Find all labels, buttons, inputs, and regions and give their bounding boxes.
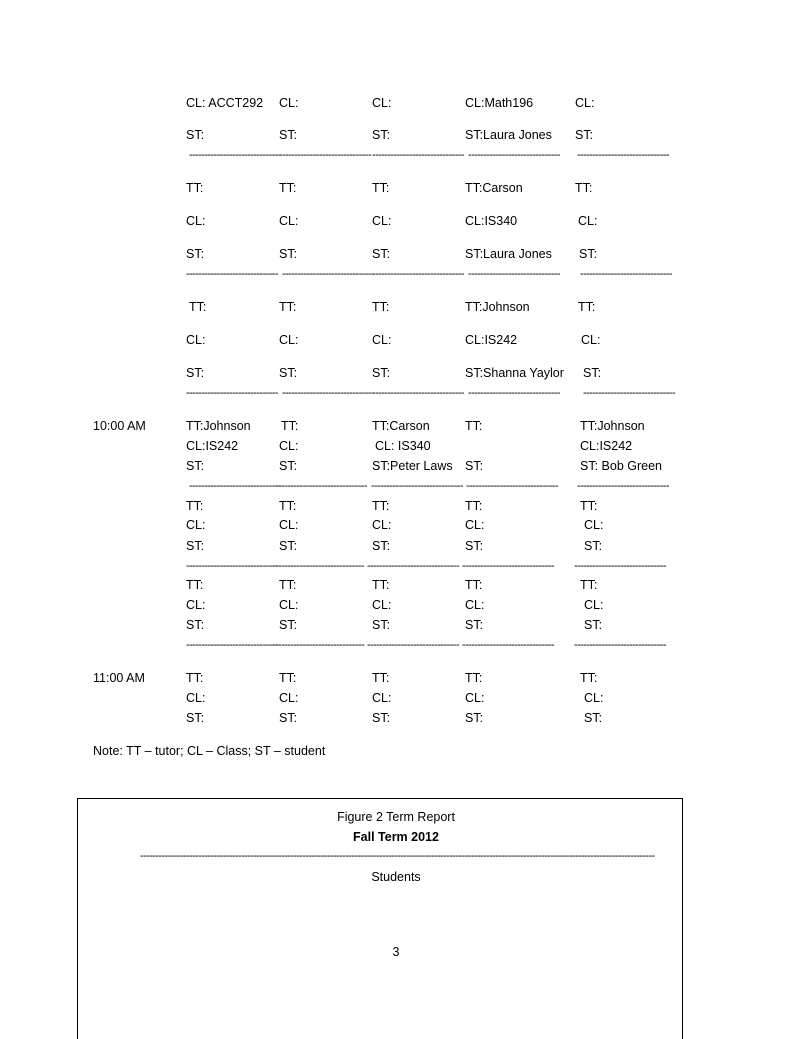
schedule-cell: ST: <box>186 128 205 142</box>
schedule-cell: ST: <box>372 711 391 725</box>
row-separator: ------------------------------ <box>272 560 364 572</box>
schedule-cell: CL: <box>279 598 299 612</box>
schedule-cell: CL:IS242 <box>186 439 239 453</box>
schedule-cell: CL:Math196 <box>465 96 534 110</box>
row-separator: ------------------------------ <box>577 480 669 492</box>
row-separator: ------------------------------ <box>583 387 675 399</box>
schedule-cell: ST: <box>584 618 603 632</box>
figure-divider: ------------------------------------------------------------------------------------------------------------------------------------------------------------------------ <box>140 850 655 862</box>
schedule-cell: CL: IS340 <box>375 439 431 453</box>
time-label-11am: 11:00 AM <box>93 671 145 685</box>
schedule-cell: TT:Johnson <box>580 419 645 433</box>
schedule-cell: ST: <box>186 247 205 261</box>
schedule-cell: ST: Bob Green <box>580 459 662 473</box>
figure-caption: Figure 2 Term Report <box>337 810 455 824</box>
schedule-cell: TT:Carson <box>372 419 430 433</box>
legend-note: Note: TT – tutor; CL – Class; ST – student <box>93 744 326 758</box>
schedule-cell: CL: <box>465 691 485 705</box>
schedule-cell: ST: <box>372 366 391 380</box>
schedule-cell: CL: <box>584 598 604 612</box>
schedule-cell: CL: <box>279 96 299 110</box>
schedule-cell: CL: <box>575 96 595 110</box>
schedule-cell: CL: <box>372 96 392 110</box>
schedule-cell: CL:IS242 <box>465 333 518 347</box>
row-separator: ------------------------------ <box>367 639 459 651</box>
schedule-cell: TT: <box>189 300 207 314</box>
schedule-cell: CL: <box>581 333 601 347</box>
time-label-10am: 10:00 AM <box>93 419 146 433</box>
schedule-cell: CL: <box>372 518 392 532</box>
row-separator: ------------------------------ <box>186 268 278 280</box>
schedule-cell: TT: <box>580 499 598 513</box>
row-separator: ------------------------------ <box>577 149 669 161</box>
schedule-cell: CL:IS242 <box>580 439 633 453</box>
schedule-cell: ST: <box>186 366 205 380</box>
schedule-cell: TT: <box>186 181 204 195</box>
schedule-cell: TT: <box>279 181 297 195</box>
row-separator: ------------------------------ <box>468 387 560 399</box>
schedule-cell: CL: <box>186 598 206 612</box>
schedule-cell: ST: <box>372 247 391 261</box>
schedule-cell: TT: <box>372 300 390 314</box>
schedule-cell: TT: <box>372 671 390 685</box>
schedule-cell: TT: <box>580 671 598 685</box>
schedule-cell: CL: <box>279 333 299 347</box>
row-separator: ------------------------------ <box>574 639 666 651</box>
row-separator: ------------------------------ <box>372 387 464 399</box>
schedule-cell: ST: <box>465 711 484 725</box>
schedule-cell: ST: <box>465 459 484 473</box>
schedule-cell: ST:Laura Jones <box>465 128 552 142</box>
figure-subtitle: Fall Term 2012 <box>353 830 439 844</box>
row-separator: ------------------------------ <box>186 560 278 572</box>
schedule-cell: ST: <box>584 539 603 553</box>
row-separator: ------------------------------ <box>580 268 672 280</box>
schedule-cell: CL: <box>465 598 485 612</box>
schedule-cell: TT: <box>279 499 297 513</box>
schedule-cell: TT: <box>465 419 483 433</box>
schedule-cell: TT:Carson <box>465 181 523 195</box>
schedule-cell: TT: <box>465 578 483 592</box>
schedule-cell: TT:Johnson <box>186 419 251 433</box>
schedule-cell: ST: <box>279 711 298 725</box>
schedule-cell: TT:Johnson <box>465 300 530 314</box>
row-separator: ------------------------------ <box>372 268 464 280</box>
schedule-cell: TT: <box>279 578 297 592</box>
schedule-cell: TT: <box>186 671 204 685</box>
row-separator: ------------------------------ <box>468 268 560 280</box>
schedule-cell: TT: <box>279 300 297 314</box>
row-separator: ------------------------------ <box>574 560 666 572</box>
schedule-cell: CL: <box>372 691 392 705</box>
row-separator: ------------------------------ <box>367 560 459 572</box>
schedule-cell: ST: <box>279 539 298 553</box>
schedule-cell: CL: <box>279 439 299 453</box>
schedule-cell: CL: <box>186 214 206 228</box>
schedule-cell: ST: <box>186 711 205 725</box>
schedule-cell: ST: <box>575 128 594 142</box>
row-separator: ------------------------------ <box>186 387 278 399</box>
schedule-cell: CL: <box>578 214 598 228</box>
schedule-cell: CL: <box>279 518 299 532</box>
schedule-cell: TT: <box>186 578 204 592</box>
schedule-cell: CL: <box>584 691 604 705</box>
row-separator: ------------------------------ <box>468 149 560 161</box>
row-separator: ------------------------------ <box>466 480 558 492</box>
schedule-cell: ST:Shanna Yaylor <box>465 366 564 380</box>
schedule-cell: TT: <box>465 499 483 513</box>
schedule-cell: ST: <box>279 247 298 261</box>
schedule-cell: CL: <box>372 214 392 228</box>
schedule-cell: CL: ACCT292 <box>186 96 264 110</box>
schedule-cell: CL: <box>279 214 299 228</box>
schedule-cell: ST: <box>186 618 205 632</box>
row-separator: ------------------------------ <box>272 639 364 651</box>
schedule-cell: CL: <box>186 691 206 705</box>
schedule-cell: TT: <box>281 419 299 433</box>
schedule-cell: ST: <box>186 539 205 553</box>
schedule-cell: ST: <box>279 618 298 632</box>
schedule-cell: CL: <box>186 518 206 532</box>
schedule-cell: CL: <box>372 333 392 347</box>
schedule-cell: TT: <box>465 671 483 685</box>
row-separator: ------------------------------ <box>371 480 463 492</box>
schedule-cell: ST: <box>279 128 298 142</box>
row-separator: ------------------------------ <box>462 639 554 651</box>
schedule-cell: ST: <box>372 539 391 553</box>
row-separator: ------------------------------ <box>189 480 281 492</box>
schedule-cell: CL: <box>372 598 392 612</box>
schedule-cell: ST: <box>279 459 298 473</box>
schedule-cell: ST: <box>584 711 603 725</box>
figure-section-students: Students <box>371 870 421 884</box>
row-separator: ------------------------------ <box>282 387 374 399</box>
row-separator: ------------------------------ <box>372 149 464 161</box>
schedule-cell: TT: <box>575 181 593 195</box>
page-number: 3 <box>392 945 400 959</box>
schedule-cell: ST: <box>465 539 484 553</box>
schedule-cell: TT: <box>372 578 390 592</box>
schedule-cell: ST: <box>279 366 298 380</box>
schedule-cell: TT: <box>279 671 297 685</box>
row-separator: ------------------------------ <box>462 560 554 572</box>
schedule-cell: CL: <box>465 518 485 532</box>
schedule-cell: ST: <box>372 128 391 142</box>
row-separator: ------------------------------ <box>279 149 371 161</box>
schedule-cell: ST: <box>186 459 205 473</box>
schedule-cell: TT: <box>578 300 596 314</box>
schedule-cell: TT: <box>186 499 204 513</box>
row-separator: ------------------------------ <box>275 480 367 492</box>
row-separator: ------------------------------ <box>189 149 281 161</box>
schedule-cell: TT: <box>372 499 390 513</box>
schedule-cell: TT: <box>580 578 598 592</box>
schedule-cell: ST: <box>372 618 391 632</box>
schedule-cell: ST: <box>465 618 484 632</box>
schedule-cell: ST: <box>579 247 598 261</box>
row-separator: ------------------------------ <box>186 639 278 651</box>
schedule-cell: TT: <box>372 181 390 195</box>
schedule-cell: CL: <box>186 333 206 347</box>
schedule-cell: CL: <box>279 691 299 705</box>
schedule-cell: ST: <box>583 366 602 380</box>
schedule-cell: CL: <box>584 518 604 532</box>
schedule-cell: CL:IS340 <box>465 214 518 228</box>
row-separator: ------------------------------ <box>282 268 374 280</box>
schedule-cell: ST:Laura Jones <box>465 247 552 261</box>
schedule-cell: ST:Peter Laws <box>372 459 453 473</box>
